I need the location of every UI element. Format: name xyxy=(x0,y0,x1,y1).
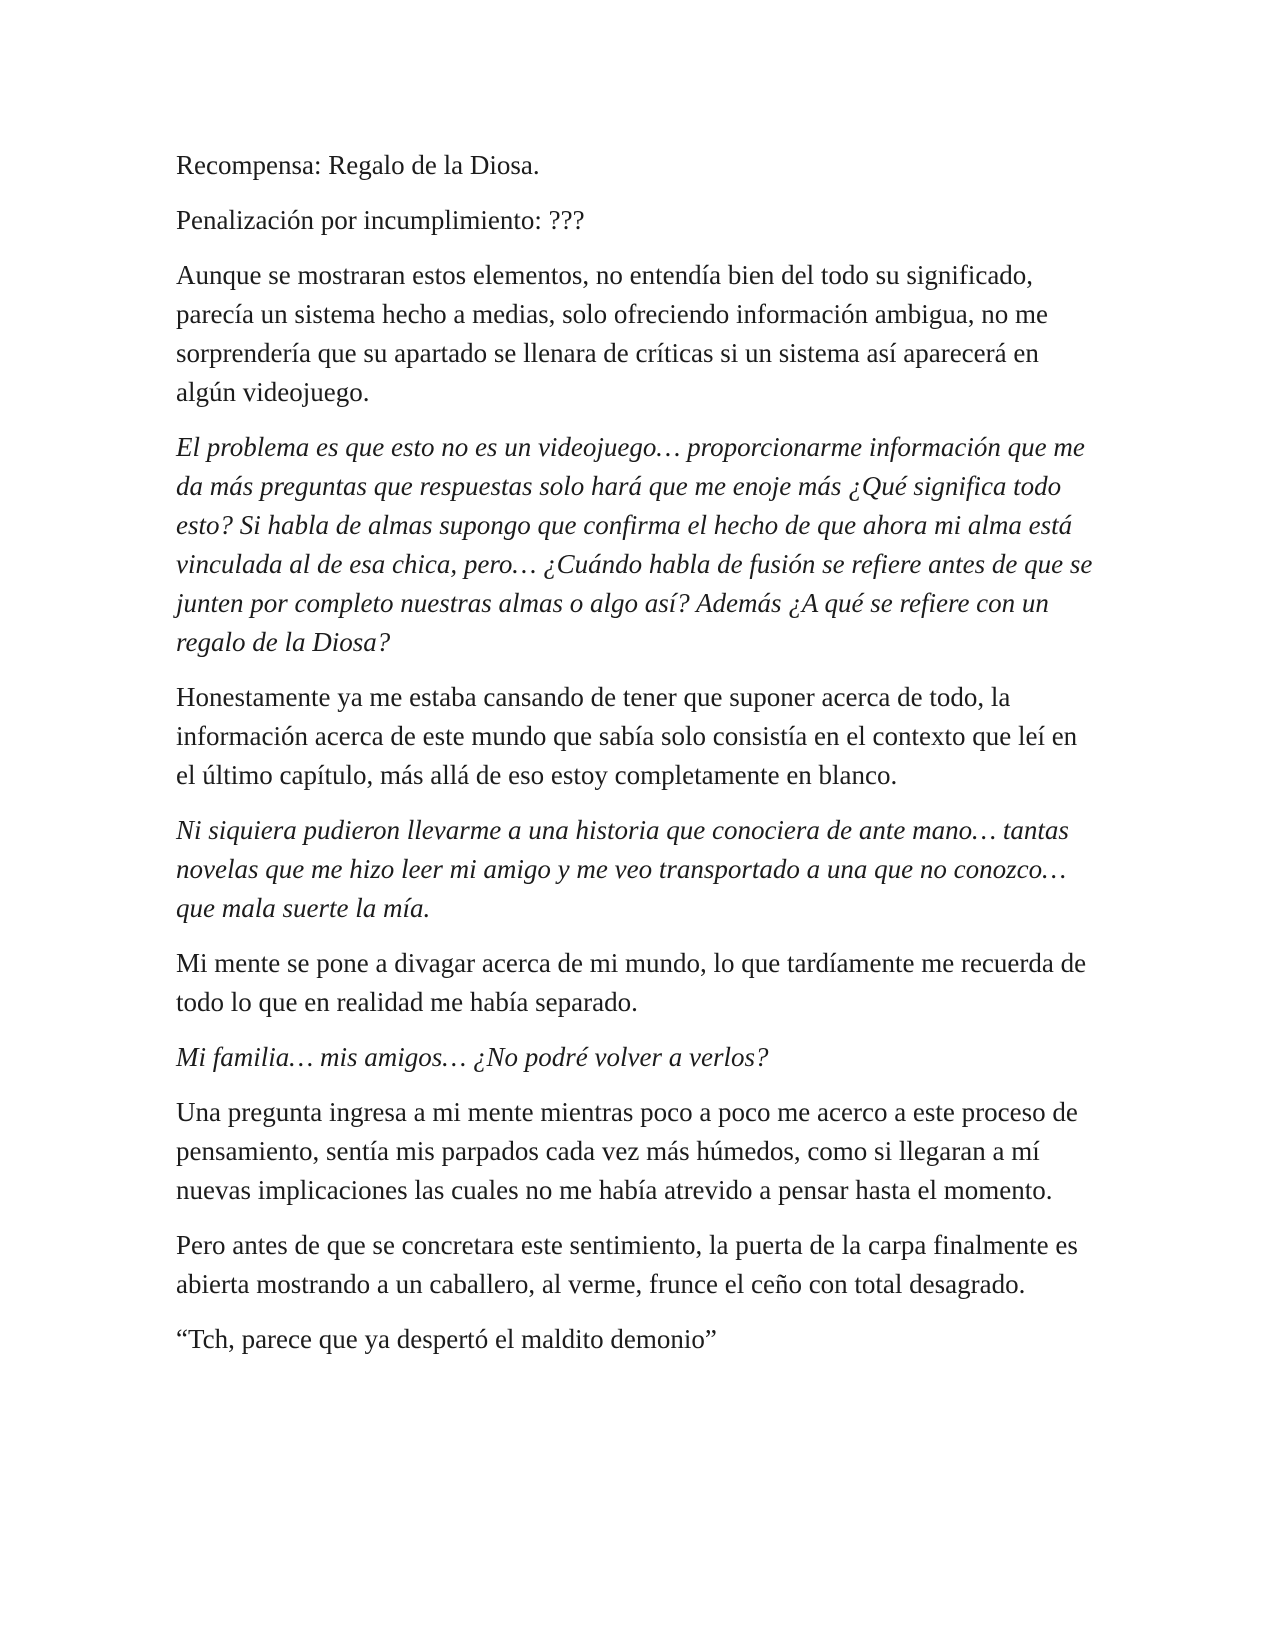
paragraph-question-emerges: Una pregunta ingresa a mi mente mientras poco a poco me acerco a este proceso de pensamiento, sentía mis parpados cada vez más húmedos, como si llegaran a mí nuevas implicaciones las cuales no me había atrevido a pensar hasta el momento. xyxy=(176,1097,1078,1205)
paragraph-inner-thought-questions: El problema es que esto no es un videojuego… proporcionarme información que me da más preguntas que respuestas solo hará que me enoje más ¿Qué significa todo esto? Si habla de almas supongo que confirma el hecho de que ahora mi alma está vinculada al de esa chica, pero… ¿Cuándo habla de fusión se refiere antes de que se junten por completo nuestras almas o algo así? Además ¿A qué se refiere con un regalo de la Diosa? xyxy=(176,432,1093,657)
paragraph-inner-thought-novels: Ni siquiera pudieron llevarme a una historia que conociera de ante mano… tantas novelas que me hizo leer mi amigo y me veo transportado a una que no conozco… que mala suerte la mía. xyxy=(176,815,1069,923)
paragraph-dialogue: “Tch, parece que ya despertó el maldito demonio” xyxy=(176,1324,717,1354)
paragraph-knight-arrives: Pero antes de que se concretara este sentimiento, la puerta de la carpa finalmente es abierta mostrando a un caballero, al verme, frunce el ceño con total desagrado. xyxy=(176,1230,1078,1299)
paragraph-penalty: Penalización por incumplimiento: ??? xyxy=(176,205,585,235)
paragraph-system-description: Aunque se mostraran estos elementos, no entendía bien del todo su significado, parecía un sistema hecho a medias, solo ofreciendo información ambigua, no me sorprendería que su apartado se llenara de críticas si un sistema así aparecerá en algún videojuego. xyxy=(176,260,1048,407)
document-body xyxy=(176,146,1096,1375)
paragraph-reward: Recompensa: Regalo de la Diosa. xyxy=(176,150,540,180)
paragraph-inner-thought-family: Mi familia… mis amigos… ¿No podré volver a verlos? xyxy=(176,1042,769,1072)
paragraph-mind-wanders: Mi mente se pone a divagar acerca de mi mundo, lo que tardíamente me recuerda de todo lo que en realidad me había separado. xyxy=(176,948,1087,1017)
paragraph-world-knowledge: Honestamente ya me estaba cansando de tener que suponer acerca de todo, la información acerca de este mundo que sabía solo consistía en el contexto que leí en el último capítulo, más allá de eso estoy completamente en blanco. xyxy=(176,682,1078,790)
